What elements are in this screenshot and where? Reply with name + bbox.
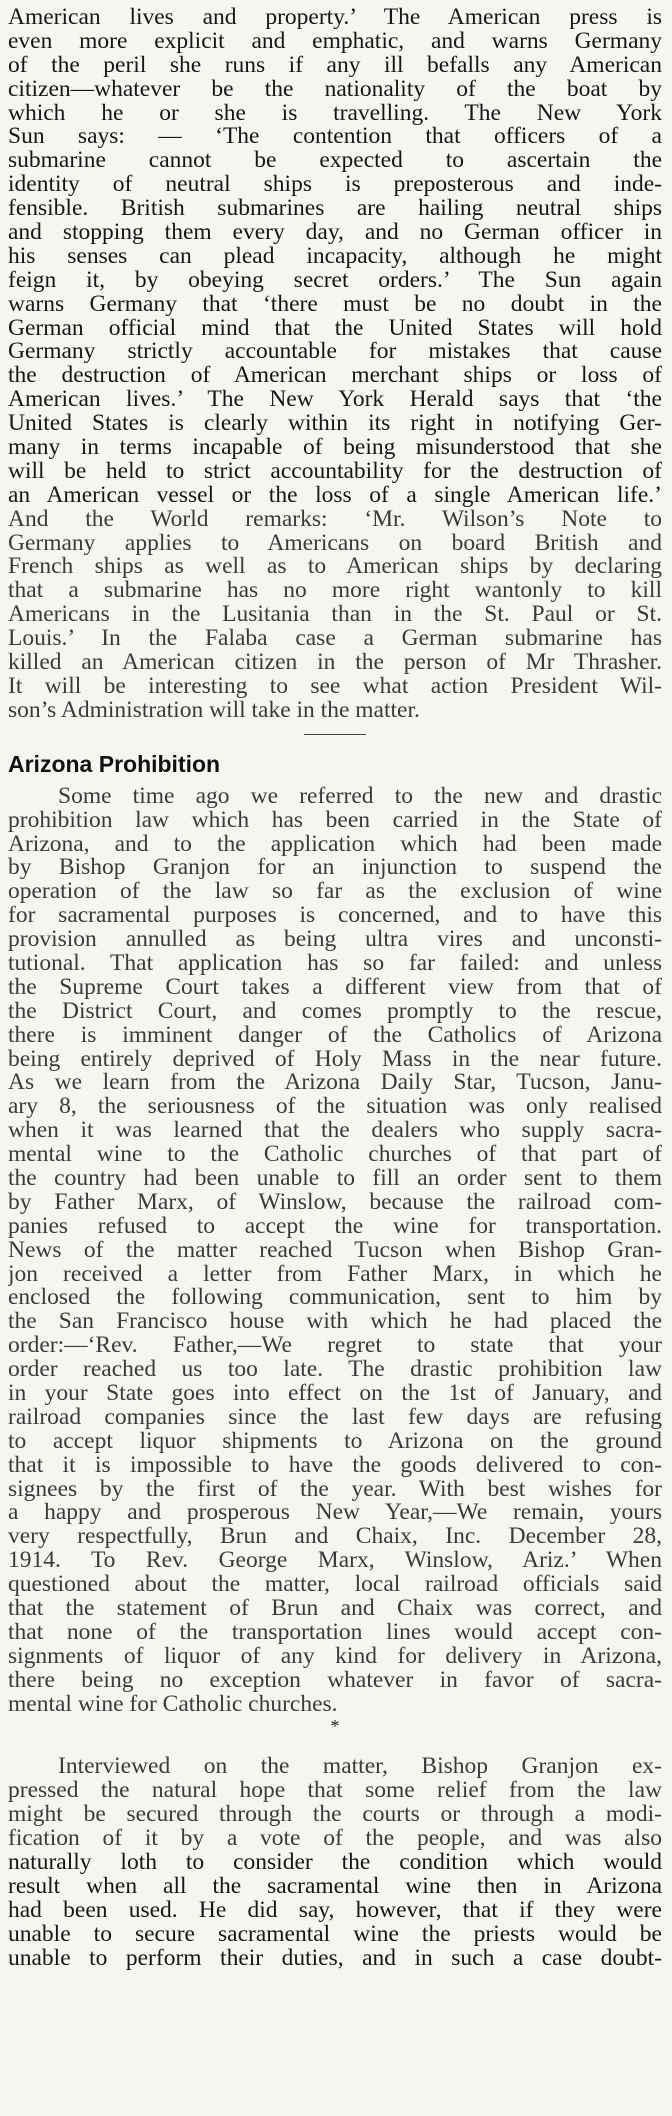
- text-line: might be secured through the courts or through a modi-: [8, 1803, 662, 1828]
- text-line: feign it, by obeying secret orders.’ The Sun again: [8, 268, 662, 293]
- text-line: the Supreme Court takes a different view from that of: [8, 975, 662, 1000]
- text-line: Sun says: — ‘The contention that officers of a: [8, 125, 662, 150]
- text-line: warns Germany that ‘there must be no doubt in the: [8, 292, 662, 317]
- text-line: the San Francisco house with which he had placed the: [8, 1310, 662, 1335]
- text-line: signments of liquor of any kind for delivery in Arizona,: [8, 1644, 662, 1669]
- text-line: which he or she is travelling. The New York: [8, 101, 662, 126]
- text-line: a happy and prosperous New Year,—We remain, yours: [8, 1501, 662, 1526]
- text-line: pressed the natural hope that some relief from the law: [8, 1779, 662, 1804]
- text-line: identity of neutral ships is preposterous and inde-: [8, 173, 662, 198]
- text-line: the country had been unable to fill an order sent to them: [8, 1166, 662, 1191]
- text-line: the destruction of American merchant ships or loss of: [8, 364, 662, 389]
- text-line: that a submarine has no more right wantonly to kill: [8, 579, 662, 604]
- text-line: questioned about the matter, local railroad officials said: [8, 1573, 662, 1597]
- text-line: mental wine for Catholic churches.: [8, 1692, 338, 1717]
- text-line: many in terms incapable of being misunderstood that she: [8, 436, 662, 460]
- text-line: mental wine to the Catholic churches of that part of: [8, 1143, 662, 1167]
- article-press-comment: [8, 6, 662, 723]
- text-line: tutional. That application has so far failed: and unless: [8, 951, 662, 976]
- text-line: Americans in the Lusitania than in the St. Paul or St.: [8, 603, 662, 628]
- text-line: Louis.’ In the Falaba case a German submarine has: [8, 627, 662, 652]
- text-line: Some time ago we referred to the new and drastic: [58, 784, 662, 809]
- text-line: the District Court, and comes promptly to the rescue,: [8, 999, 662, 1024]
- text-line: even more explicit and emphatic, and warns Germany: [8, 29, 662, 54]
- text-line: 1914. To Rev. George Marx, Winslow, Ariz.’ When: [8, 1549, 662, 1574]
- section-heading: Arizona Prohibition: [8, 750, 221, 777]
- text-line: his senses can plead incapacity, although he might: [8, 244, 662, 269]
- text-line: son’s Administration will take in the matter.: [8, 698, 420, 723]
- text-line: unable to perform their duties, and in such a case doubt-: [8, 1946, 662, 1971]
- asterisk-separator: *: [330, 1716, 340, 1737]
- text-line: naturally loth to consider the condition which would: [8, 1851, 662, 1875]
- text-line: ary 8, the seriousness of the situation was only realised: [8, 1095, 662, 1120]
- text-line: Germany strictly accountable for mistakes that cause: [8, 340, 662, 365]
- text-line: when it was learned that the dealers who supply sacra-: [8, 1119, 662, 1144]
- text-line: that none of the transportation lines would accept con-: [8, 1620, 662, 1645]
- text-line: fication of it by a vote of the people, and was also: [8, 1827, 662, 1852]
- text-line: there is imminent danger of the Catholics of Arizona: [8, 1023, 662, 1048]
- text-line: an American vessel or the loss of a single American life.’: [8, 483, 662, 508]
- text-line: will be held to strict accountability for the destruction of: [8, 459, 662, 484]
- text-line: by Father Marx, of Winslow, because the railroad com-: [8, 1190, 662, 1215]
- text-line: German official mind that the United States will hold: [8, 316, 662, 341]
- text-line: order reached us too late. The drastic prohibition law: [8, 1358, 662, 1382]
- text-line: very respectfully, Brun and Chaix, Inc. December 28,: [8, 1525, 662, 1550]
- text-line: American lives.’ The New York Herald says that ‘the: [8, 388, 662, 413]
- text-line: American lives and property.’ The American press is: [8, 6, 662, 30]
- text-line: and stopping them every day, and no German officer in: [8, 221, 662, 245]
- text-line: railroad companies since the last few days are refusing: [8, 1405, 662, 1430]
- text-line: fensible. British submarines are hailing neutral ships: [8, 197, 662, 222]
- text-line: submarine cannot be expected to ascertain the: [8, 149, 662, 174]
- text-line: unable to secure sacramental wine the priests would be: [8, 1922, 662, 1947]
- text-line: enclosed the following communication, sent to him by: [8, 1286, 662, 1311]
- text-line: being entirely deprived of Holy Mass in the near future.: [8, 1047, 662, 1072]
- text-line: operation of the law so far as the exclusion of wine: [8, 880, 662, 905]
- text-line: had been used. He did say, however, that if they were: [8, 1898, 662, 1923]
- text-line: provision annulled as being ultra vires and unconsti-: [8, 928, 662, 952]
- text-line: Interviewed on the matter, Bishop Granjon ex-: [58, 1755, 662, 1780]
- article-arizona-prohibition: [8, 749, 662, 1971]
- text-line: result when all the sacramental wine then in Arizona: [8, 1874, 662, 1899]
- text-line: Germany applies to Americans on board British and: [8, 531, 662, 556]
- text-line: panies refused to accept the wine for transportation.: [8, 1214, 662, 1239]
- text-line: French ships as well as to American ships by declaring: [8, 555, 662, 580]
- text-line: prohibition law which has been carried in the State of: [8, 808, 662, 833]
- text-line: order:—‘Rev. Father,—We regret to state that your: [8, 1334, 662, 1359]
- text-line: And the World remarks: ‘Mr. Wilson’s Note to: [8, 507, 662, 532]
- text-line: signees by the first of the year. With best wishes for: [8, 1477, 662, 1502]
- text-line: killed an American citizen in the person of Mr Thrasher.: [8, 651, 662, 675]
- text-line: Arizona, and to the application which had been made: [8, 832, 662, 857]
- text-line: in your State goes into effect on the 1st of January, and: [8, 1381, 662, 1406]
- text-line: It will be interesting to see what action President Wil-: [8, 674, 662, 699]
- text-line: to accept liquor shipments to Arizona on the ground: [8, 1429, 662, 1454]
- text-line: of the peril she runs if any ill befalls any American: [8, 53, 662, 78]
- section-divider: [304, 734, 366, 735]
- text-line: United States is clearly within its right in notifying Ger-: [8, 412, 662, 437]
- text-line: jon received a letter from Father Marx, in which he: [8, 1262, 662, 1287]
- paragraph: [8, 785, 662, 1717]
- text-line: that the statement of Brun and Chaix was correct, and: [8, 1597, 662, 1621]
- text-line: News of the matter reached Tucson when Bishop Gran-: [8, 1238, 662, 1263]
- text-line: by Bishop Granjon for an injunction to suspend the: [8, 856, 662, 881]
- paragraph: [8, 1755, 662, 1970]
- text-line: that it is impossible to have the goods delivered to con-: [8, 1453, 662, 1478]
- text-line: As we learn from the Arizona Daily Star, Tucson, Janu-: [8, 1071, 662, 1096]
- text-line: for sacramental purposes is concerned, and to have this: [8, 904, 662, 929]
- text-line: there being no exception whatever in favor of sacra-: [8, 1668, 662, 1693]
- text-line: citizen—whatever be the nationality of the boat by: [8, 77, 662, 102]
